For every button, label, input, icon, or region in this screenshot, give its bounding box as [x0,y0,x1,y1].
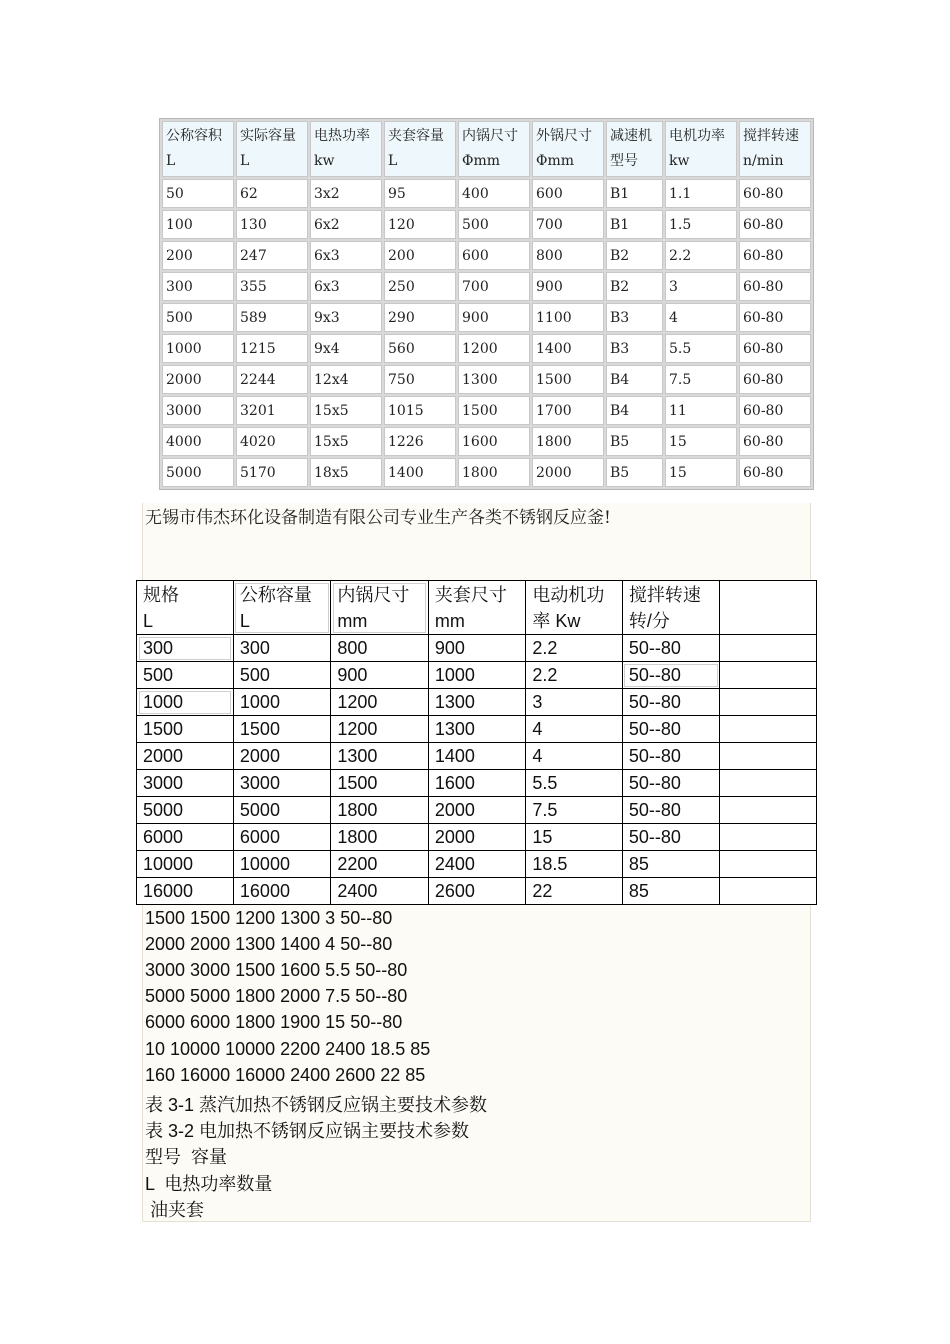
text-line: 5000 5000 1800 2000 7.5 50--80 [145,986,408,1006]
text-line: 1500 1500 1200 1300 3 50--80 [145,908,393,928]
table-cell: 15x5 [310,427,382,456]
header-label: 内锅尺寸 [462,128,518,144]
table-cell [720,716,817,743]
table-cell: 1200 [458,334,530,363]
table-cell: 1400 [428,743,525,770]
table-cell: B1 [606,179,663,208]
table-cell: 2000 [162,365,234,394]
table-cell: 18.5 [526,851,623,878]
header-label: 实际容量 [240,128,296,144]
table-cell: 2.2 [526,662,623,689]
text-line: 3000 3000 1500 1600 5.5 50--80 [145,960,408,980]
table-row [137,635,817,662]
header-unit: kw [314,153,335,169]
table-cell: 1500 [137,716,234,743]
header-unit: 转/分 [628,611,670,631]
table-cell: 60-80 [739,334,811,363]
header-unit: Φmm [462,153,501,169]
table-cell: 2000 [428,824,525,851]
table-cell: 1800 [331,797,428,824]
header-unit: L [166,153,176,169]
table-cell: 1015 [384,396,456,425]
table-cell: 800 [532,241,604,270]
table-cell: 130 [236,210,308,239]
table-cell: 5000 [233,797,330,824]
header-label: 外锅尺寸 [536,128,592,144]
header-cell [384,121,456,177]
table-cell: B2 [606,241,663,270]
header-label: 规格 [143,585,179,605]
table-cell: 7.5 [526,797,623,824]
table-header-row [137,581,817,635]
table-cell: 500 [137,662,234,689]
header-cell [428,581,525,635]
table-cell: 7.5 [665,365,737,394]
table-cell: 3000 [137,770,234,797]
header-cell [665,121,737,177]
table-cell [720,878,817,905]
table-cell [720,797,817,824]
header-cell [137,581,234,635]
table-cell: 2200 [331,851,428,878]
table-cell: 1226 [384,427,456,456]
table-cell: 6x3 [310,241,382,270]
table-cell: 60-80 [739,272,811,301]
table-cell [720,770,817,797]
table-cell [720,662,817,689]
table-cell: 15x5 [310,396,382,425]
table-cell: 10000 [137,851,234,878]
header-unit: kw [669,153,690,169]
table-cell: 50--80 [622,743,719,770]
table-cell: 60-80 [739,303,811,332]
header-label: 内锅尺寸 [337,585,410,605]
table-cell: 800 [331,635,428,662]
table-cell: 700 [532,210,604,239]
table-cell: 50--80 [622,770,719,797]
table-cell: 500 [233,662,330,689]
header-unit: L [239,611,250,631]
table-row [162,427,811,456]
table-cell: 3000 [233,770,330,797]
table-cell: 5.5 [665,334,737,363]
table-cell: 60-80 [739,241,811,270]
table-cell: 1000 [162,334,234,363]
header-cell [233,581,330,635]
header-label: 电热功率 [314,128,370,144]
table-cell: 1800 [331,824,428,851]
table-cell: 2000 [532,458,604,487]
table-row [137,824,817,851]
table-cell: 60-80 [739,458,811,487]
table-cell: 4 [526,743,623,770]
header-label: 夹套容量 [388,128,444,144]
table-cell: 600 [532,179,604,208]
table-cell: 85 [622,851,719,878]
table-cell: 900 [428,635,525,662]
table-cell: 3 [526,689,623,716]
table-cell: 1500 [331,770,428,797]
table-cell: 4000 [162,427,234,456]
capacity-spec-table [136,580,817,905]
table-cell: 2000 [233,743,330,770]
table-cell: B4 [606,396,663,425]
table-cell: 900 [331,662,428,689]
table-cell: 4020 [236,427,308,456]
table-row [137,797,817,824]
table-row [137,770,817,797]
table-cell: 2400 [428,851,525,878]
table-cell: B5 [606,427,663,456]
table-cell: 1600 [428,770,525,797]
table-cell: 6000 [137,824,234,851]
header-cell [162,121,234,177]
table-cell [720,851,817,878]
table-row [137,743,817,770]
table-cell: 2000 [428,797,525,824]
text-line: 10 10000 10000 2200 2400 18.5 85 [145,1039,431,1059]
table-cell: 50--80 [622,797,719,824]
table-cell: 15 [665,458,737,487]
table-cell: 1200 [331,689,428,716]
table-row [162,334,811,363]
table-cell: B3 [606,334,663,363]
table-cell: 5170 [236,458,308,487]
table-header-row [162,121,811,177]
header-cell [526,581,623,635]
table-cell: 1300 [428,716,525,743]
table-row [162,241,811,270]
header-cell [458,121,530,177]
header-label: 公称容量 [239,585,312,605]
table-cell: 290 [384,303,456,332]
table-cell: 16000 [137,878,234,905]
table-cell: 1500 [532,365,604,394]
table-cell: 3 [665,272,737,301]
text-line: 油夹套 [145,1200,205,1220]
table-row [137,878,817,905]
table-cell: 60-80 [739,179,811,208]
header-unit: mm [434,611,465,631]
header-label: 搅拌转速 [628,585,701,605]
table-cell: 1800 [532,427,604,456]
table-cell: 1700 [532,396,604,425]
text-line: 表 3-1 蒸汽加热不锈钢反应锅主要技术参数 [145,1095,488,1115]
table-cell: 6000 [233,824,330,851]
table-row [162,179,811,208]
table-cell: 10000 [233,851,330,878]
table-cell: 300 [137,635,234,662]
text-line: 型号 容量 [145,1147,228,1167]
table-cell: 600 [458,241,530,270]
header-label: 电动机功 [532,585,605,605]
table-cell: 50--80 [622,635,719,662]
table-cell: 50--80 [622,716,719,743]
table-row [162,365,811,394]
header-unit: L [240,153,250,169]
table-cell: 1200 [331,716,428,743]
table-cell: 2.2 [665,241,737,270]
table-cell: 60-80 [739,396,811,425]
table-cell: 60-80 [739,210,811,239]
table-row [137,716,817,743]
table-cell: 9x3 [310,303,382,332]
table-cell: 200 [162,241,234,270]
table-cell: 95 [384,179,456,208]
table-cell: 1000 [137,689,234,716]
table-row [162,303,811,332]
table-cell: 6x2 [310,210,382,239]
table-cell: 700 [458,272,530,301]
table-cell: B2 [606,272,663,301]
header-label: 夹套尺寸 [434,585,507,605]
table-cell: 5000 [137,797,234,824]
table-cell: 2.2 [526,635,623,662]
table-cell: 3x2 [310,179,382,208]
table-cell: 247 [236,241,308,270]
table-cell: 500 [162,303,234,332]
header-unit: 型号 [610,153,638,169]
table-row [137,851,817,878]
header-unit: n/min [743,153,784,169]
header-cell [236,121,308,177]
table-cell: 900 [532,272,604,301]
table-cell: 400 [458,179,530,208]
table-cell: 60-80 [739,427,811,456]
table-cell: 60-80 [739,365,811,394]
table-cell: 2600 [428,878,525,905]
table-cell: 50--80 [622,689,719,716]
table-cell: 750 [384,365,456,394]
table-cell: 50--80 [622,824,719,851]
table-cell: 5000 [162,458,234,487]
text-line: 表 3-2 电加热不锈钢反应锅主要技术参数 [145,1121,470,1141]
header-cell [739,121,811,177]
header-cell [622,581,719,635]
table-cell: 1500 [233,716,330,743]
table-cell: 1400 [532,334,604,363]
table-cell [720,743,817,770]
table-cell: 85 [622,878,719,905]
table-cell: 1600 [458,427,530,456]
header-label: 公称容积 [166,128,222,144]
table-cell: 1500 [458,396,530,425]
table-cell: 1800 [458,458,530,487]
header-label: 电机功率 [669,128,725,144]
table-cell: 62 [236,179,308,208]
table-row [137,689,817,716]
header-cell [720,581,817,635]
table-cell: B1 [606,210,663,239]
header-label: 减速机 [610,128,652,144]
table-row [162,396,811,425]
table-cell: 1400 [384,458,456,487]
table-cell: 11 [665,396,737,425]
table-cell: 900 [458,303,530,332]
table-cell: 16000 [233,878,330,905]
table-cell: 1000 [233,689,330,716]
table-cell: 120 [384,210,456,239]
header-cell [331,581,428,635]
text-line: 6000 6000 1800 1900 15 50--80 [145,1012,403,1032]
table-cell: 1.5 [665,210,737,239]
table-cell [720,689,817,716]
table-cell: 1300 [331,743,428,770]
table-cell: 1100 [532,303,604,332]
header-unit: Φmm [536,153,575,169]
table-cell: B3 [606,303,663,332]
table-cell: 500 [458,210,530,239]
table-cell: 9x4 [310,334,382,363]
header-unit: L [388,153,398,169]
text-line: 2000 2000 1300 1400 4 50--80 [145,934,393,954]
header-cell [310,121,382,177]
table-cell: 15 [665,427,737,456]
table-cell [720,824,817,851]
electric-heating-spec-table [159,118,814,490]
table-cell [720,635,817,662]
table-cell: 560 [384,334,456,363]
table-cell: 12x4 [310,365,382,394]
table-cell: 4 [665,303,737,332]
table-cell: 15 [526,824,623,851]
table-cell: 1000 [428,662,525,689]
table-cell: 6x3 [310,272,382,301]
table-cell: 5.5 [526,770,623,797]
company-headline: 无锡市伟杰环化设备制造有限公司专业生产各类不锈钢反应釜! [145,508,611,528]
header-label: 搅拌转速 [743,128,799,144]
table-cell: 3000 [162,396,234,425]
table-cell: 50 [162,179,234,208]
table-cell: 22 [526,878,623,905]
header-cell [606,121,663,177]
table-cell: B4 [606,365,663,394]
text-line: L 电热功率数量 [145,1174,273,1194]
header-unit: mm [337,611,368,631]
table-cell: 300 [233,635,330,662]
table-cell: 200 [384,241,456,270]
table-cell: 250 [384,272,456,301]
table-row [162,458,811,487]
table-cell: 100 [162,210,234,239]
header-cell [532,121,604,177]
header-unit: L [143,611,154,631]
table-row [137,662,817,689]
table-cell: 1300 [458,365,530,394]
table-cell: 2244 [236,365,308,394]
table-cell: 1215 [236,334,308,363]
table-cell: 1300 [428,689,525,716]
table-row [162,210,811,239]
table-cell: 18x5 [310,458,382,487]
table-cell: 589 [236,303,308,332]
table-cell: 1.1 [665,179,737,208]
table-cell: 355 [236,272,308,301]
header-unit: 率 Kw [532,611,581,631]
table-cell: 4 [526,716,623,743]
table-cell: 2000 [137,743,234,770]
table-cell: B5 [606,458,663,487]
table-cell: 3201 [236,396,308,425]
table-cell: 300 [162,272,234,301]
table-cell: 50--80 [622,662,719,689]
table-cell: 2400 [331,878,428,905]
table-row [162,272,811,301]
text-line: 160 16000 16000 2400 2600 22 85 [145,1065,426,1085]
